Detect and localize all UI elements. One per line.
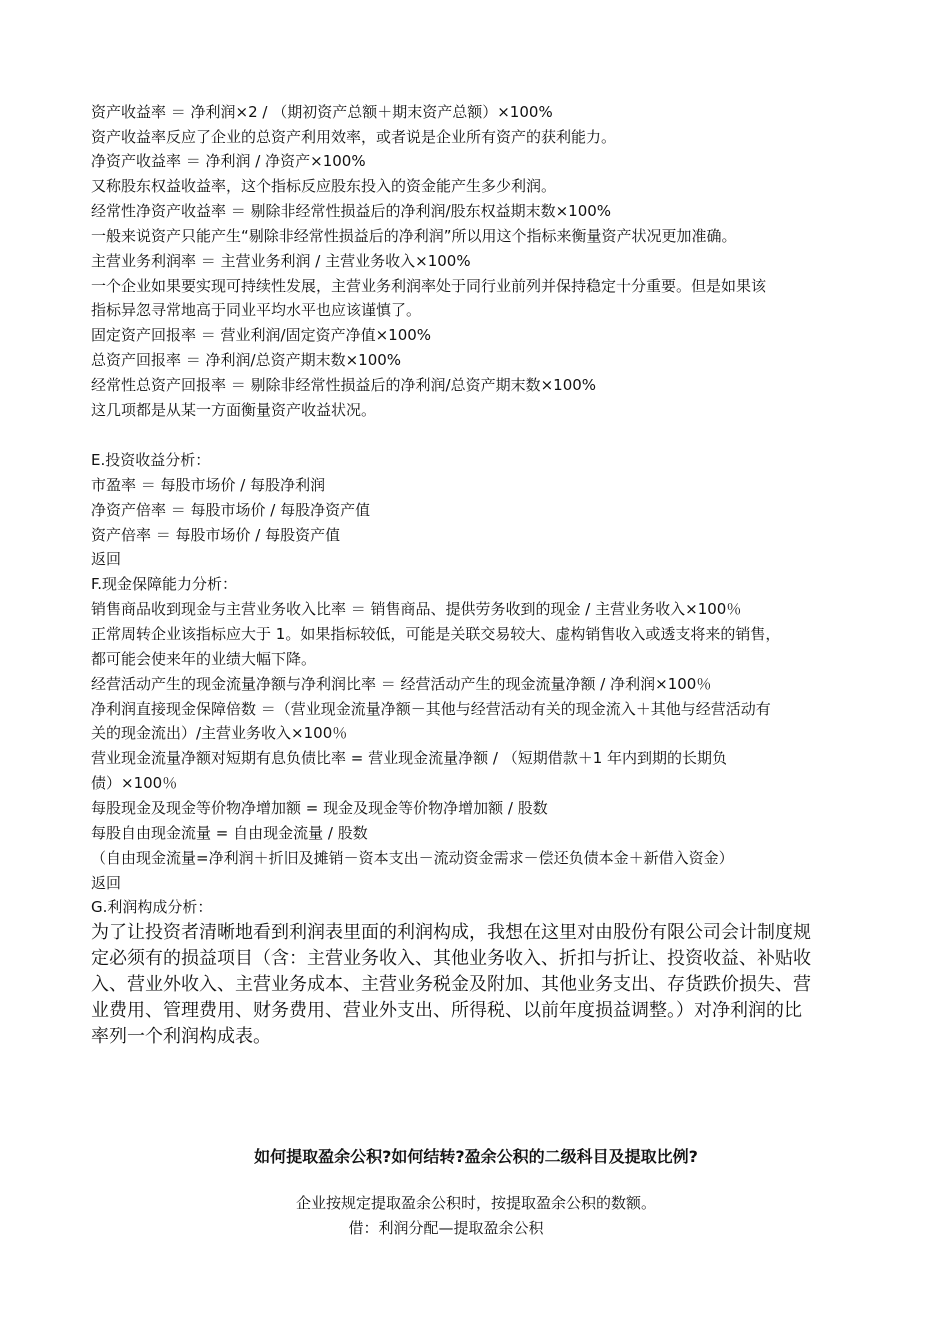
text-line-total-asset-return: 总资产回报率 ＝ 净利润/总资产期末数×100% (91, 351, 402, 369)
journal-entry-line: 借：利润分配—提取盈余公积 (348, 1219, 544, 1237)
paragraph-line: 业费用、管理费用、财务费用、营业外支出、所得税、以前年度损益调整。）对净利润的比 (91, 1000, 802, 1021)
text-line: 债）×100％ (91, 774, 178, 792)
centered-line: 企业按规定提取盈余公积时，按提取盈余公积的数额。 (295, 1194, 656, 1212)
return-link[interactable]: 返回 (91, 550, 122, 568)
text-line-operating-cash-to-profit: 经营活动产生的现金流量净额与净利润比率 ＝ 经营活动产生的现金流量净额 / 净利润×100％ (91, 675, 712, 693)
section-heading-investment-return: E.投资收益分析： (91, 451, 211, 469)
text-line-free-cash-definition: （自由现金流量=净利润＋折旧及摊销－资本支出－流动资金需求－偿还负债本金＋新借入资金） (91, 849, 734, 867)
text-line: 这几项都是从某一方面衡量资产收益状况。 (91, 401, 377, 419)
text-line-cash-coverage: 净利润直接现金保障倍数 ＝（营业现金流量净额－其他与经营活动有关的现金流入＋其他与经营活动有 (91, 700, 771, 718)
text-line-cash-to-revenue: 销售商品收到现金与主营业务收入比率 ＝ 销售商品、提供劳务收到的现金 / 主营业务收入×100％ (91, 600, 742, 618)
section-heading-cash-protection: F.现金保障能力分析： (91, 575, 237, 593)
text-line: 都可能会使来年的业绩大幅下降。 (91, 650, 317, 668)
text-line: 资产收益率反应了企业的总资产利用效率，或者说是企业所有资产的获利能力。 (91, 128, 617, 146)
text-line: 一般来说资产只能产生“剔除非经常性损益后的净利润”所以用这个指标来衡量资产状况更加准确。 (91, 227, 737, 245)
text-line: 一个企业如果要实现可持续性发展，主营业务利润率处于同行业前列并保持稳定十分重要。但是如果该 (91, 277, 767, 295)
text-line-free-cash-per-share: 每股自由现金流量 = 自由现金流量 / 股数 (91, 824, 368, 842)
text-line-pb-ratio: 净资产倍率 ＝ 每股市场价 / 每股净资产值 (91, 501, 371, 519)
text-line-cash-increase-per-share: 每股现金及现金等价物净增加额 = 现金及现金等价物净增加额 / 股数 (91, 799, 548, 817)
text-line-return-on-equity: 净资产收益率 ＝ 净利润 / 净资产×100% (91, 152, 366, 170)
text-line: 指标异忽寻常地高于同业平均水平也应该谨慎了。 (91, 301, 422, 319)
text-line-pe-ratio: 市盈率 ＝ 每股市场价 / 每股净利润 (91, 476, 326, 494)
section-heading-profit-structure: G.利润构成分析： (91, 898, 213, 916)
return-link[interactable]: 返回 (91, 874, 122, 892)
article-title: 如何提取盈余公积?如何结转?盈余公积的二级科目及提取比例? (254, 1147, 698, 1166)
text-line-main-business-margin: 主营业务利润率 ＝ 主营业务利润 / 主营业务收入×100% (91, 252, 471, 270)
paragraph-line: 为了让投资者清晰地看到利润表里面的利润构成，我想在这里对由股份有限公司会计制度规 (91, 922, 811, 943)
text-line: 关的现金流出）/主营业务收入×100％ (91, 724, 348, 742)
text-line-asset-ratio: 资产倍率 ＝ 每股市场价 / 每股资产值 (91, 526, 341, 544)
text-line: 正常周转企业该指标应大于 1。如果指标较低，可能是关联交易较大、虚构销售收入或透支将来的销售， (91, 625, 781, 643)
text-line-recurring-roe: 经常性净资产收益率 ＝ 剔除非经常性损益后的净利润/股东权益期末数×100% (91, 202, 612, 220)
paragraph-line: 入、营业外收入、主营业务成本、主营业务税金及附加、其他业务支出、存货跌价损失、营 (91, 974, 811, 995)
text-line-recurring-asset-return: 经常性总资产回报率 ＝ 剔除非经常性损益后的净利润/总资产期末数×100% (91, 376, 597, 394)
text-line-fixed-asset-return: 固定资产回报率 ＝ 营业利润/固定资产净值×100% (91, 326, 432, 344)
text-line-return-on-assets: 资产收益率 ＝ 净利润×2 / （期初资产总额＋期末资产总额）×100% (91, 103, 553, 121)
paragraph-line: 定必须有的损益项目（含：主营业务收入、其他业务收入、折扣与折让、投资收益、补贴收 (91, 948, 811, 969)
paragraph-line: 率列一个利润构成表。 (91, 1026, 271, 1047)
text-line-cash-to-debt: 营业现金流量净额对短期有息负债比率 = 营业现金流量净额 / （短期借款＋1 年内到期的长期负 (91, 749, 728, 767)
text-line: 又称股东权益收益率，这个指标反应股东投入的资金能产生多少利润。 (91, 177, 557, 195)
